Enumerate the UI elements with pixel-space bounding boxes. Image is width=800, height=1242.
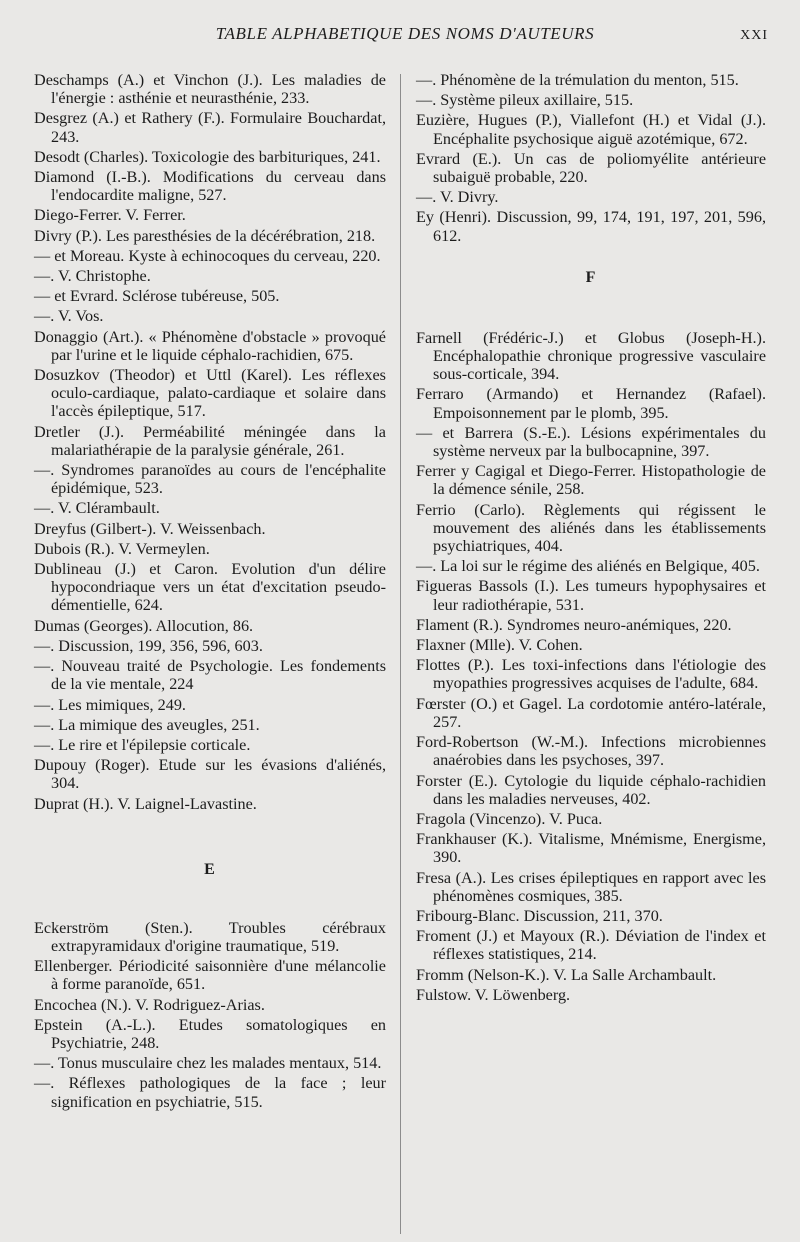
index-entry: Encochea (N.). V. Rodriguez-Arias. xyxy=(34,995,265,1014)
index-entry: — et Evrard. Sclérose tubéreuse, 505. xyxy=(34,287,280,306)
index-entry: Evrard (E.). Un cas de poliomyélite antérieure subaiguë probable, 220. xyxy=(416,149,766,187)
index-entry: Frankhauser (K.). Vitalisme, Mnémisme, Energisme, 390. xyxy=(416,830,766,867)
index-entry: Dublineau (J.) et Caron. Evolution d'un délire hypocondriaque vers un état d'excitation pseudo-démentielle, 624. xyxy=(34,560,386,615)
index-entry: Diego-Ferrer. V. Ferrer. xyxy=(34,206,186,225)
index-entry: —. Phénomène de la trémulation du menton, 515. xyxy=(416,71,739,89)
index-entry: —. Système pileux axillaire, 515. xyxy=(416,91,634,110)
index-entry: Duprat (H.). V. Laignel-Lavastine. xyxy=(34,794,257,813)
page-number: XXI xyxy=(740,28,768,43)
index-entry: Epstein (A.-L.). Etudes somatologiques en Psychiatrie, 248. xyxy=(34,1015,386,1052)
index-entry: Forster (E.). Cytologie du liquide céphalo-rachidien dans les maladies nerveuses, 402. xyxy=(416,771,766,808)
index-entry: —. Discussion, 199, 356, 596, 603. xyxy=(34,636,263,655)
index-entry: — et Barrera (S.-E.). Lésions expérimentales du système nerveux par la bulbocapnine, 397. xyxy=(416,423,766,461)
index-entry: Dretler (J.). Perméabilité méningée dans la malariathérapie de la paralysie générale, 261. xyxy=(34,422,386,459)
index-entry: Euzière, Hugues (P.), Viallefont (H.) et Vidal (J.). Encéphalite psychosique aiguë azotémique, 672. xyxy=(416,111,766,148)
section-letter-e: E xyxy=(204,860,216,878)
index-entry: Dumas (Georges). Allocution, 86. xyxy=(34,616,254,635)
left-column xyxy=(34,71,386,1111)
index-entry: —. Les mimiques, 249. xyxy=(34,695,186,714)
index-entry: Divry (P.). Les paresthésies de la décérébration, 218. xyxy=(34,226,376,245)
index-entry: Flament (R.). Syndromes neuro-anémiques, 220. xyxy=(416,615,732,634)
index-entry: Ey (Henri). Discussion, 99, 174, 191, 197, 201, 596, 612. xyxy=(416,208,766,245)
index-entry: Ferraro (Armando) et Hernandez (Rafael). Empoisonnement par le plomb, 395. xyxy=(416,385,766,422)
running-title: TABLE ALPHABETIQUE DES NOMS D'AUTEURS xyxy=(215,24,595,43)
index-entry: — et Moreau. Kyste à echinocoques du cerveau, 220. xyxy=(34,246,381,265)
index-entry: Flottes (P.). Les toxi-infections dans l'étiologie des myopathies progressives acquises de l'adulte, 684. xyxy=(416,656,766,693)
entry-list-e xyxy=(34,919,386,1111)
entry-list-e-continued xyxy=(416,71,766,245)
index-entry: Fœrster (O.) et Gagel. La cordotomie antéro-latérale, 257. xyxy=(416,694,766,731)
index-entry: Ferrio (Carlo). Règlements qui régissent le mouvement des aliénés dans les établissements psychiatriques, 404. xyxy=(416,500,766,556)
entry-list-d xyxy=(34,71,386,813)
section-letter-f: F xyxy=(585,268,597,286)
index-entry: Ford-Robertson (W.-M.). Infections microbiennes anaérobies dans les psychoses, 397. xyxy=(416,733,766,770)
index-entry: Figueras Bassols (I.). Les tumeurs hypophysaires et leur radiothérapie, 531. xyxy=(416,577,766,614)
index-entry: —. V. Christophe. xyxy=(34,267,151,286)
index-entry: Eckerström (Sten.). Troubles cérébraux extrapyramidaux d'origine traumatique, 519. xyxy=(34,918,386,955)
index-entry: Flaxner (Mlle). V. Cohen. xyxy=(416,636,583,655)
index-entry: —. V. Vos. xyxy=(34,307,104,326)
index-entry: Fromm (Nelson-K.). V. La Salle Archambault. xyxy=(416,965,717,984)
index-entry: Dubois (R.). V. Vermeylen. xyxy=(34,539,210,558)
index-entry: —. La mimique des aveugles, 251. xyxy=(34,715,260,734)
entry-list-f xyxy=(416,329,766,1004)
index-entry: Dosuzkov (Theodor) et Uttl (Karel). Les réflexes oculo-cardiaque, palato-cardiaque et solaire dans l'accès épileptique, 517. xyxy=(34,366,386,421)
index-entry: —. V. Divry. xyxy=(416,188,499,207)
index-entry: Dupouy (Roger). Etude sur les évasions d'aliénés, 304. xyxy=(34,756,386,793)
index-entry: Ferrer y Cagigal et Diego-Ferrer. Histopathologie de la démence sénile, 258. xyxy=(416,462,766,499)
index-entry: Diamond (I.-B.). Modifications du cerveau dans l'endocardite maligne, 527. xyxy=(34,168,386,205)
index-entry: Fresa (A.). Les crises épileptiques en rapport avec les phénomènes cosmiques, 385. xyxy=(416,868,766,905)
index-entry: —. Réflexes pathologiques de la face ; leur signification en psychiatrie, 515. xyxy=(34,1074,386,1111)
index-entry: Desodt (Charles). Toxicologie des barbituriques, 241. xyxy=(34,147,381,166)
index-entry: Froment (J.) et Mayoux (R.). Déviation de l'index et réflexes statistiques, 214. xyxy=(416,927,766,964)
index-entry: —. V. Clérambault. xyxy=(34,499,160,518)
index-entry: Desgrez (A.) et Rathery (F.). Formulaire Bouchardat, 243. xyxy=(34,109,386,146)
index-entry: —. La loi sur le régime des aliénés en Belgique, 405. xyxy=(416,557,760,576)
index-entry: —. Nouveau traité de Psychologie. Les fondements de la vie mentale, 224 xyxy=(34,657,386,694)
index-entry: Fulstow. V. Löwenberg. xyxy=(416,985,571,1004)
column-divider xyxy=(400,74,401,1234)
right-column xyxy=(416,71,766,1004)
index-entry: Deschamps (A.) et Vinchon (J.). Les maladies de l'énergie : asthénie et neurasthénie, 233. xyxy=(34,71,386,108)
index-entry: —. Syndromes paranoïdes au cours de l'encéphalite épidémique, 523. xyxy=(34,461,386,498)
index-entry: Ellenberger. Périodicité saisonnière d'une mélancolie à forme paranoïde, 651. xyxy=(34,957,386,994)
index-entry: Donaggio (Art.). « Phénomène d'obstacle » provoqué par l'urine et le liquide céphalo-rachidien, 675. xyxy=(34,327,386,364)
index-entry: —. Le rire et l'épilepsie corticale. xyxy=(34,735,251,754)
index-entry: Fribourg-Blanc. Discussion, 211, 370. xyxy=(416,906,663,925)
index-entry: Fragola (Vincenzo). V. Puca. xyxy=(416,809,603,828)
index-entry: Dreyfus (Gilbert-). V. Weissenbach. xyxy=(34,519,266,538)
index-entry: —. Tonus musculaire chez les malades mentaux, 514. xyxy=(34,1054,382,1073)
index-entry: Farnell (Frédéric-J.) et Globus (Joseph-H.). Encéphalopathie chronique progressive vasculaire sous-corticale, 394. xyxy=(416,328,766,384)
